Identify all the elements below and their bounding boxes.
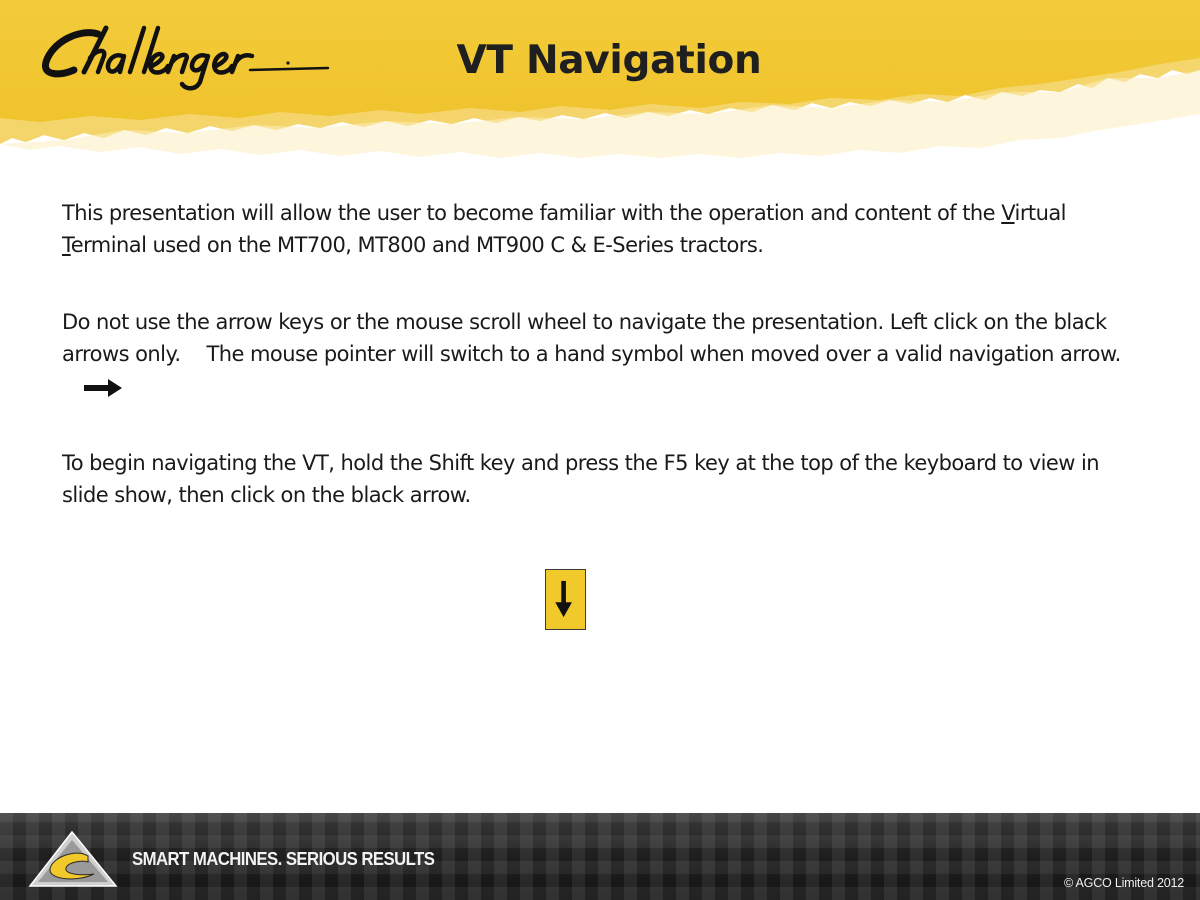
slideshow-instructions-paragraph: To begin navigating the VT, hold the Shift key and press the F5 key at the top of the keyboard to view in slide show, then click on the black arrow. [62,451,1100,507]
challenger-emblem-icon [28,830,118,892]
arrow-keys-warning: Do not use the arrow keys or the mouse scroll wheel to navigate the presentation. Left click on the black arrows only. [62,310,1107,366]
hand-pointer-note: The mouse pointer will switch to a hand symbol when moved over a valid navigation arrow. [206,341,1121,366]
intro-paragraph [62,198,1137,261]
footer-tagline: SMART MACHINES. SERIOUS RESULTS [132,849,435,869]
copyright-notice: © AGCO Limited 2012 [1063,876,1184,890]
terminal-rest-text: erminal used on the MT700, MT800 and MT900 C & E-Series tractors. [70,232,764,257]
slide-title: VT Navigation [456,38,762,83]
underlined-t: T [62,232,71,257]
navigation-instructions-paragraph [62,307,1137,402]
next-slide-button[interactable] [545,569,586,630]
footer [0,813,1200,900]
underlined-v: V [1001,201,1015,225]
intro-text: This presentation will allow the user to become familiar with the operation and content of the [62,201,1002,225]
irtual-text: irtual [1014,201,1066,225]
right-arrow-icon [82,377,124,399]
down-arrow-icon [546,570,584,628]
